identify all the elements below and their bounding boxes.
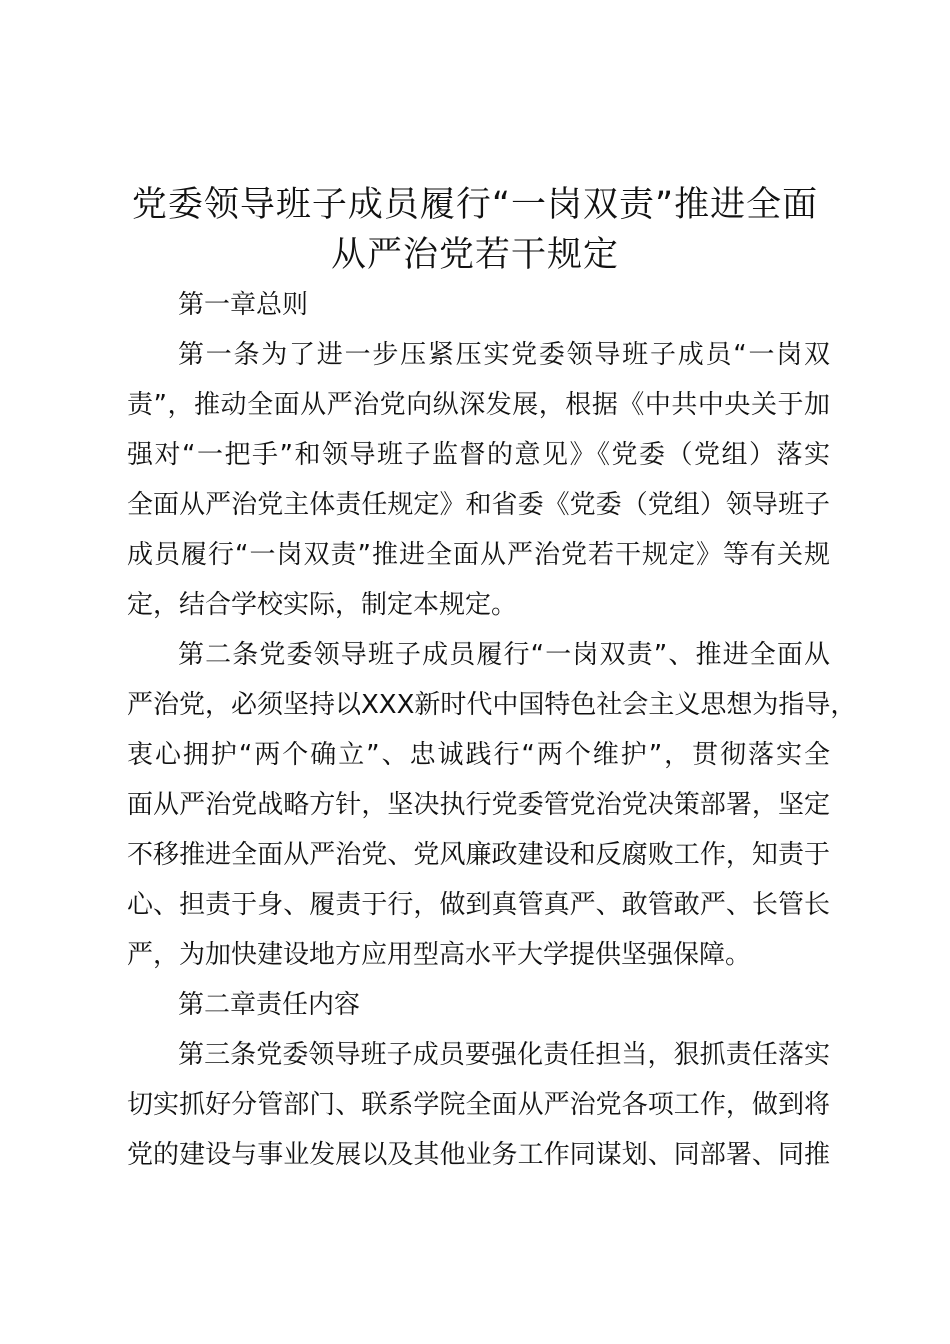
body-text-line: 严治党，必须坚持以XXX新时代中国特色社会主义思想为指导，	[127, 690, 857, 720]
body-text-line: 严，为加快建设地方应用型高水平大学提供坚强保障。	[127, 940, 752, 970]
body-text-line: 面从严治党战略方针，坚决执行党委管党治党决策部署，坚定	[127, 790, 830, 820]
body-text-line: 强对“一把手”和领导班子监督的意见》《党委（党组）落实	[127, 440, 830, 470]
body-text-line: 不移推进全面从严治党、党风廉政建设和反腐败工作，知责于	[127, 840, 830, 870]
body-text-line: 定，结合学校实际，制定本规定。	[127, 590, 518, 620]
body-text-line: 成员履行“一岗双责”推进全面从严治党若干规定》等有关规	[127, 540, 830, 570]
body-text-line: 全面从严治党主体责任规定》和省委《党委（党组）领导班子	[127, 490, 830, 520]
document-title-line-1: 党委领导班子成员履行“一岗双责”推进全面	[131, 185, 819, 225]
body-text-line: 第二章责任内容	[178, 990, 361, 1020]
body-text-line: 第二条党委领导班子成员履行“一岗双责”、推进全面从	[178, 640, 830, 670]
body-text-line: 第一条为了进一步压紧压实党委领导班子成员“一岗双	[178, 340, 830, 370]
body-text-line: 第一章总则	[178, 290, 309, 320]
body-text-line: 责”，推动全面从严治党向纵深发展，根据《中共中央关于加	[127, 390, 830, 420]
body-text-line: 党的建设与事业发展以及其他业务工作同谋划、同部署、同推	[127, 1140, 830, 1170]
body-text-line: 第三条党委领导班子成员要强化责任担当，狠抓责任落实	[178, 1040, 830, 1070]
body-text-line: 衷心拥护“两个确立”、忠诚践行“两个维护”，贯彻落实全	[127, 740, 830, 770]
body-text-line: 心、担责于身、履责于行，做到真管真严、敢管敢严、长管长	[127, 890, 830, 920]
document-title-line-2: 从严治党若干规定	[330, 235, 619, 275]
body-text-line: 切实抓好分管部门、联系学院全面从严治党各项工作，做到将	[127, 1090, 830, 1120]
